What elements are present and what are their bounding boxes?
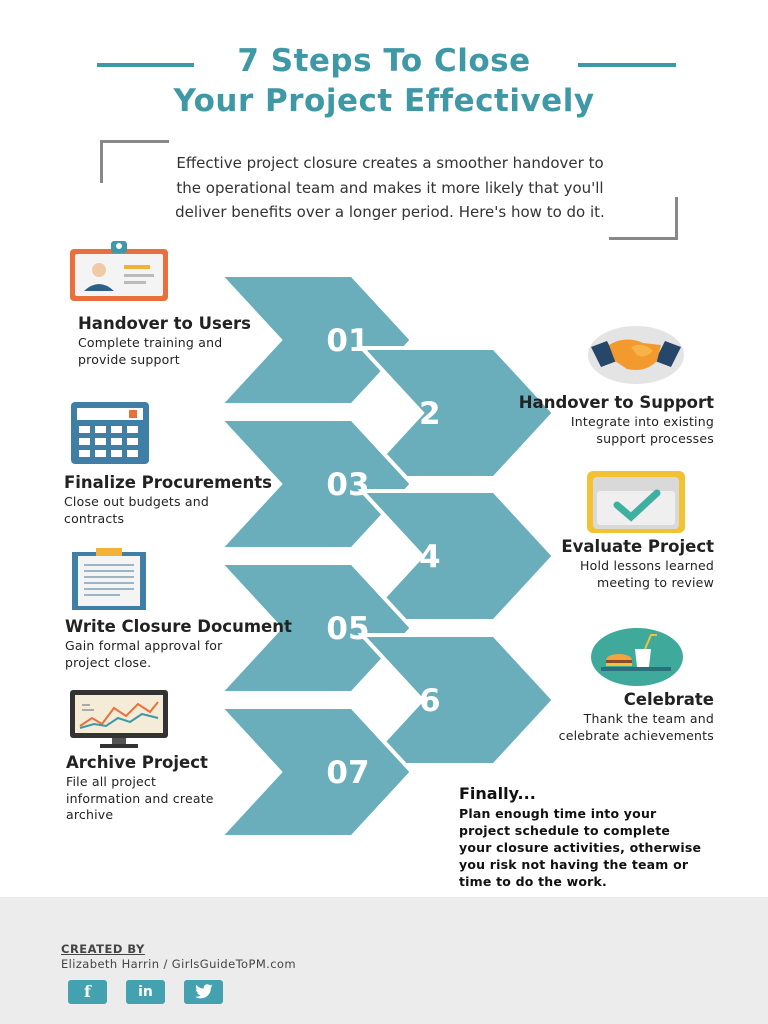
step-2-desc xyxy=(519,414,714,447)
document-icon xyxy=(70,548,148,615)
step-7-number: 07 xyxy=(326,755,370,791)
step-4-title: Evaluate Project xyxy=(561,537,714,556)
created-by-label: CREATED BY xyxy=(61,942,145,956)
step-7-desc-line: archive xyxy=(66,807,114,822)
food-drink-icon xyxy=(589,627,685,691)
step-3-desc-line: Close out budgets and xyxy=(64,494,209,509)
finally-line: time to do the work. xyxy=(459,874,607,889)
finally-line: your closure activities, otherwise xyxy=(459,840,702,855)
step-2-text xyxy=(519,393,714,447)
step-7-desc-line: File all project xyxy=(66,774,157,789)
step-7-desc xyxy=(66,774,214,824)
step-5-desc-line: project close. xyxy=(65,654,152,670)
step-7-title: Archive Project xyxy=(66,753,208,772)
step-1-text xyxy=(78,314,251,368)
step-3-text xyxy=(64,473,272,527)
linkedin-icon: in xyxy=(138,984,153,1000)
finally-note xyxy=(459,784,749,890)
step-4-chevron xyxy=(362,491,554,621)
step-6-desc xyxy=(559,711,714,744)
step-7-text xyxy=(66,753,214,824)
intro-line: the operational team and makes it more likely that you'll xyxy=(176,178,604,197)
step-2-desc-line: Integrate into existing xyxy=(570,414,714,429)
step-5-text xyxy=(65,617,292,671)
step-1-desc-line: provide support xyxy=(78,351,180,367)
intro-line: Effective project closure creates a smoother handover to xyxy=(176,154,604,172)
monitor-chart-icon xyxy=(70,690,168,752)
step-4-text xyxy=(561,537,714,591)
step-1-desc xyxy=(78,335,251,368)
facebook-button[interactable] xyxy=(68,980,107,1004)
page-title-line2: Your Project Effectively xyxy=(173,83,595,119)
step-3-desc-line: contracts xyxy=(64,510,125,526)
step-7-chevron xyxy=(220,707,412,837)
finally-line: Plan enough time into your xyxy=(459,806,657,821)
step-1-title: Handover to Users xyxy=(78,314,252,333)
step-1-desc-line: Complete training and xyxy=(78,335,223,350)
page-title-line1: 7 Steps To Close xyxy=(237,43,531,79)
step-6-title: Celebrate xyxy=(623,690,714,709)
calculator-icon xyxy=(71,402,149,468)
step-2-desc-line: support processes xyxy=(596,430,714,446)
step-4-number: 04 xyxy=(397,539,441,575)
step-6-desc-line: celebrate achievements xyxy=(558,727,714,743)
step-5-number: 05 xyxy=(326,611,370,647)
step-5-desc xyxy=(65,638,292,671)
intro-line: deliver benefits over a longer period. Here's how to do it. xyxy=(175,203,605,221)
twitter-icon xyxy=(194,984,214,1000)
finally-title: Finally... xyxy=(459,784,536,803)
step-4-desc-line: Hold lessons learned xyxy=(580,558,714,573)
step-2-number: 02 xyxy=(397,396,441,432)
finally-body xyxy=(459,805,749,890)
author-credit: Elizabeth Harrin / GirlsGuideToPM.com xyxy=(61,957,296,971)
step-3-number: 03 xyxy=(326,467,370,503)
step-6-number: 06 xyxy=(397,683,441,719)
step-6-text xyxy=(559,690,714,744)
step-6-desc-line: Thank the team and xyxy=(583,711,714,726)
checkmark-box-icon xyxy=(587,471,685,537)
handshake-icon xyxy=(587,325,685,389)
linkedin-button[interactable] xyxy=(126,980,165,1004)
finally-line: project schedule to complete xyxy=(459,823,671,838)
step-7-desc-line: information and create xyxy=(66,790,214,806)
facebook-icon: f xyxy=(84,982,91,1001)
step-4-desc xyxy=(561,558,714,591)
step-1-number: 01 xyxy=(326,323,370,359)
step-6-chevron xyxy=(362,635,554,765)
step-2-title: Handover to Support xyxy=(518,393,714,412)
step-3-title: Finalize Procurements xyxy=(64,473,272,492)
step-5-title: Write Closure Document xyxy=(65,617,292,636)
step-5-desc-line: Gain formal approval for xyxy=(65,638,223,653)
twitter-button[interactable] xyxy=(184,980,223,1004)
step-4-desc-line: meeting to review xyxy=(596,574,714,590)
step-3-desc xyxy=(64,494,272,527)
id-badge-icon xyxy=(70,239,168,305)
finally-line: you risk not having the team or xyxy=(459,857,689,872)
